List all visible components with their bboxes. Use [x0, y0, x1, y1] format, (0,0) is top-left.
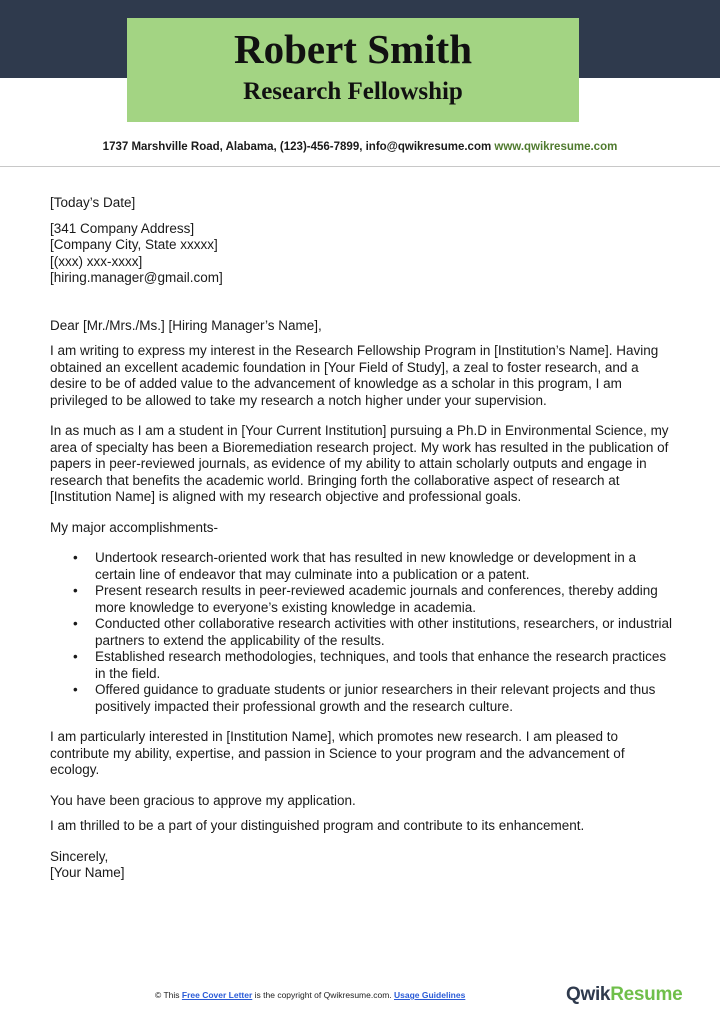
- copyright-note: [155, 990, 465, 1000]
- name-box: [127, 18, 579, 122]
- list-item: • Established research methodologies, techniques, and tools that enhance the research practices in the field.: [73, 649, 675, 682]
- logo-qwik: Qwik: [566, 984, 611, 1005]
- list-item: • Offered guidance to graduate students or junior researchers in their relevant projects and thus positively impacted their professional growth and the research culture.: [73, 682, 675, 715]
- copyright-prefix: © This: [155, 990, 182, 1000]
- list-item: • Conducted other collaborative research activities with other institutions, researchers, or industrial partners to extend the applicability of the results.: [73, 616, 675, 649]
- divider: [0, 166, 720, 167]
- paragraph-closing: I am thrilled to be a part of your distinguished program and contribute to its enhancement.: [50, 818, 585, 833]
- address-line: [341 Company Address]: [50, 220, 195, 236]
- list-item: • Undertook research-oriented work that has resulted in new knowledge or development in a certain line of endeavor that may culminate into a publication or a patent.: [73, 550, 675, 583]
- contact-details: 1737 Marshville Road, Alabama, (123)-456-7899, info@qwikresume.com: [102, 141, 492, 153]
- accomplishments-list: [73, 550, 675, 715]
- paragraph-interest: I am particularly interested in [Institution Name], which promotes new research. I am pleased to contribute my ability, expertise, and passion in Science to your program and the advancement of ecology.: [50, 729, 625, 777]
- address-line: [(xxx) xxx-xxxx]: [50, 253, 143, 269]
- signature: [Your Name]: [50, 865, 125, 880]
- salutation: Dear [Mr./Mrs./Ms.] [Hiring Manager’s Name],: [50, 317, 322, 333]
- address-line: [hiring.manager@gmail.com]: [50, 270, 223, 285]
- address-line: [Company City, State xxxxx]: [50, 237, 218, 252]
- closing: Sincerely,: [50, 848, 109, 864]
- contact-line: [0, 141, 720, 153]
- letter-body: [50, 195, 675, 882]
- website-link[interactable]: www.qwikresume.com: [494, 141, 618, 153]
- paragraph-intro: I am writing to express my interest in the Research Fellowship Program in [Institution’s Name]. Having obtained an excellent academic foundation in [Your Field of Study], a zeal to foster research, and a desire to be of added value to the advancement of knowledge as a scholar in this program, I am privileged to be allowed to take my research a notch higher under your supervision.: [50, 343, 659, 408]
- usage-guidelines-link[interactable]: Usage Guidelines: [394, 990, 466, 1000]
- paragraph-gratitude: You have been gracious to approve my application.: [50, 792, 356, 808]
- date-line: [Today’s Date]: [50, 195, 136, 210]
- applicant-name: Robert Smith: [233, 26, 472, 72]
- job-title: Research Fellowship: [243, 78, 463, 105]
- paragraph-background: In as much as I am a student in [Your Current Institution] pursuing a Ph.D in Environmental Science, my area of specialty has been a Bioremediation research project. My work has resulted in the publication of papers in peer-reviewed journals, as evidence of my ability to attain scholarly outputs and engage in research that benefits the academic world. Bringing forth the collaborative aspect of research at [Institution Name] is aligned with my research objective and professional goals.: [50, 423, 669, 504]
- copyright-middle: is the copyright of Qwikresume.com.: [252, 990, 394, 1000]
- list-item: • Present research results in peer-reviewed academic journals and conferences, thereby adding more knowledge to everyone’s existing knowledge in academia.: [73, 583, 675, 616]
- free-cover-letter-link[interactable]: Free Cover Letter: [181, 990, 253, 1000]
- logo-resume: Resume: [610, 984, 683, 1005]
- qwikresume-logo: [566, 984, 682, 1006]
- accomplishments-heading: My major accomplishments-: [50, 519, 219, 535]
